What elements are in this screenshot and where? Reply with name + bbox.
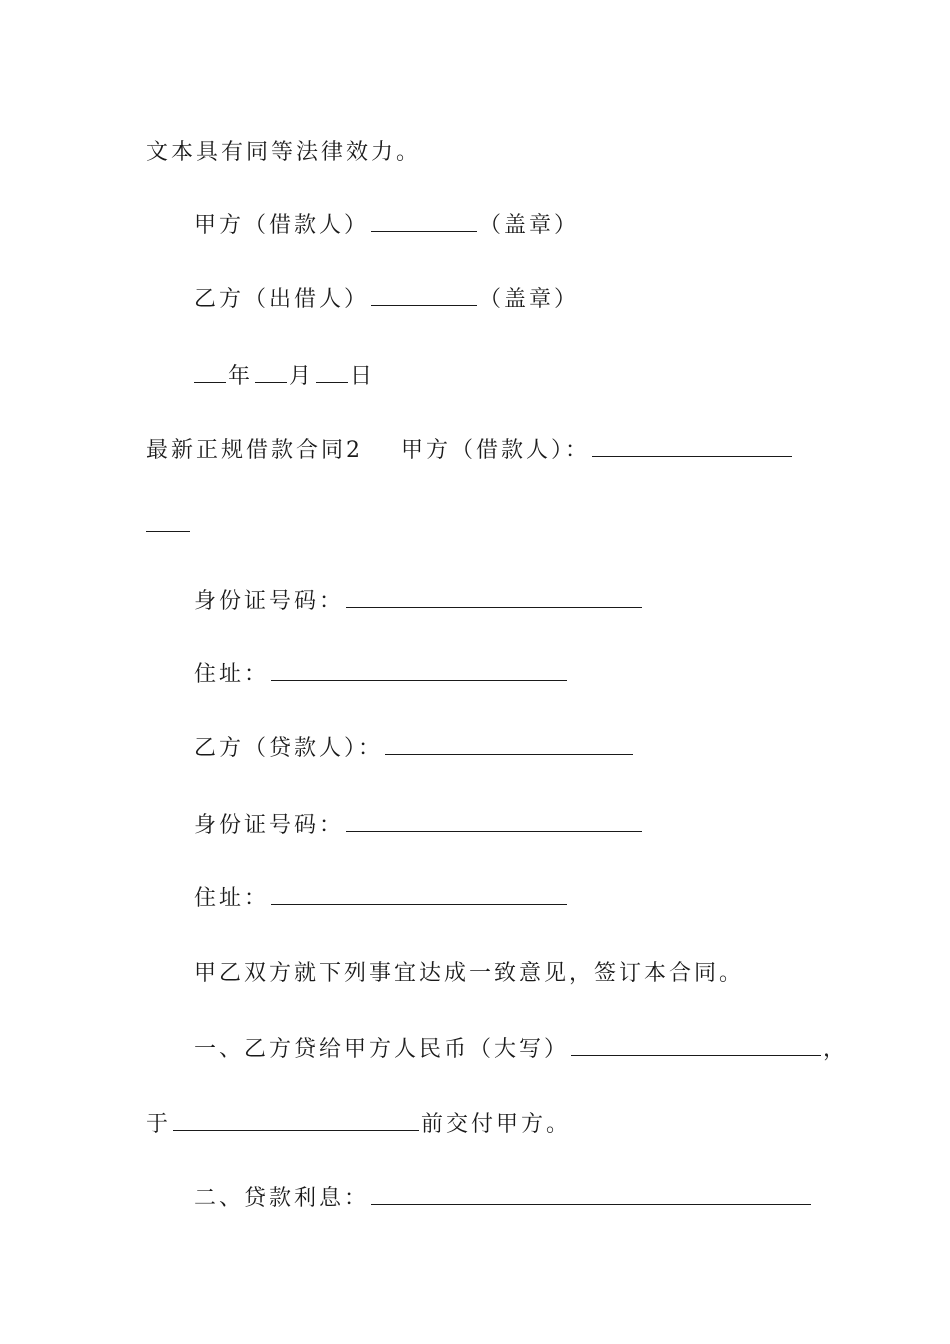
date-line: 年 月 日 bbox=[192, 362, 375, 392]
month-blank[interactable] bbox=[255, 362, 287, 383]
party-a-seal-line: 甲方（借款人） （盖章） bbox=[194, 213, 580, 238]
party-b-seal-blank[interactable] bbox=[371, 285, 477, 306]
party-b-seal-line: 乙方（出借人） （盖章） bbox=[194, 287, 580, 312]
loan-interest-blank[interactable] bbox=[371, 1184, 811, 1205]
party-a-address-line: 住址： bbox=[194, 660, 569, 690]
party-a-address-blank[interactable] bbox=[271, 660, 567, 681]
party-a-name-blank-cont[interactable] bbox=[146, 511, 190, 532]
party-a-seal-blank[interactable] bbox=[371, 211, 477, 232]
loan-amount-blank[interactable] bbox=[571, 1035, 821, 1056]
party-b-name-blank[interactable] bbox=[385, 734, 633, 755]
party-a-id-line: 身份证号码： bbox=[194, 587, 644, 617]
delivery-date-blank[interactable] bbox=[173, 1110, 419, 1131]
clause-1-line: 一、乙方贷给甲方人民币（大写） ， bbox=[194, 1037, 849, 1062]
day-blank[interactable] bbox=[316, 362, 348, 383]
party-b-address-line: 住址： bbox=[194, 884, 569, 914]
party-a-name-blank[interactable] bbox=[592, 436, 792, 457]
clause-2-line: 二、贷款利息： bbox=[194, 1184, 813, 1214]
clause-1-delivery-line: 于 前交付甲方。 bbox=[146, 1112, 572, 1137]
party-a-id-blank[interactable] bbox=[346, 587, 642, 608]
contract-effect-text: 文本具有同等法律效力。 bbox=[146, 140, 422, 165]
party-b-address-blank[interactable] bbox=[271, 884, 567, 905]
party-b-id-blank[interactable] bbox=[346, 811, 642, 832]
party-a-name-continuation bbox=[146, 511, 190, 541]
contract-heading: 最新正规借款合同2 bbox=[146, 438, 363, 463]
party-b-id-line: 身份证号码： bbox=[194, 811, 644, 841]
agreement-text: 甲乙双方就下列事宜达成一致意见，签订本合同。 bbox=[194, 961, 745, 986]
year-blank[interactable] bbox=[194, 362, 226, 383]
party-b-name-line: 乙方（贷款人）： bbox=[194, 734, 635, 764]
contract-heading-line: 最新正规借款合同2 甲方（借款人）： bbox=[146, 436, 794, 466]
